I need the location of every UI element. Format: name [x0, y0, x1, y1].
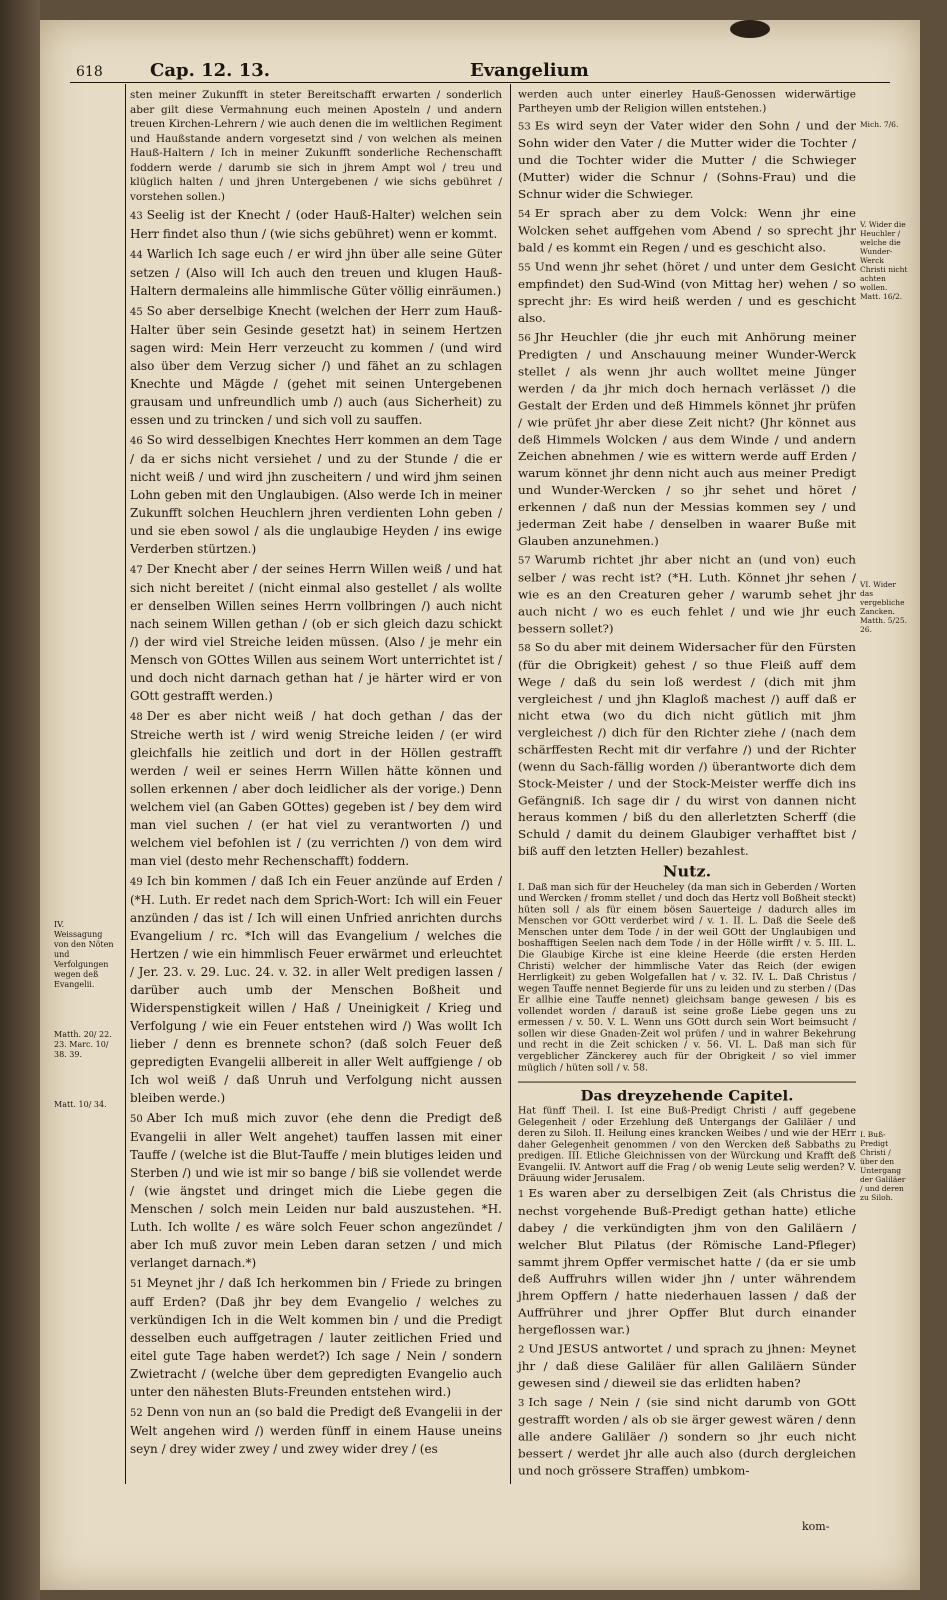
verse — [130, 431, 502, 558]
nutz-heading: Nutz. — [662, 862, 712, 881]
header-rule — [70, 82, 890, 83]
margin-note: V. Wider die Heuchler / welche die Wunder-Werck Christi nicht achten wollen. Matt. 16/2. — [860, 220, 908, 301]
verse-text: Ich bin kommen / daß Ich ein Feuer anzünde auf Erden / (*H. Luth. Er redet nach dem Sprich-Wort: Ich will ein Feuer anzünden / das ist / Ich will einen Unfried anrichten durchs Evangelium / rc. *Ich will das Evangelium / welches die Hertzen / wie ein himmlisch Feuer erwärmet und erleuchtet / Jer. 23. v. 29. Luc. 24. v. 32. in aller Welt predigen lassen / darüber auch umb der Menschen Boßheit und Widerspenstigkeit willen / Haß / Uneinigkeit / Krieg und Verfolgung / wie ein Feuer entstehen wird /) Was wollt Ich lieber / denn es brennete schon? (daß solch Feuer deß gepredigten Evangelii allbereit in aller Welt auffgienge / ob Ich wol weiß / daß Unruh und Verfolgung nicht aussen bleiben werde.) — [130, 874, 502, 1105]
verse-text: Ich sage / Nein / (sie sind nicht darumb von GOtt gestrafft worden / als ob sie ärger gewest wären / denn alle andere Galiläer /) sondern so jhr euch nicht bessert / werdet jhr alle auch also (durch dergleichen und noch grössere Straffen) umbkom- — [518, 1395, 856, 1478]
page-header — [40, 58, 920, 88]
verse-text: Der Knecht aber / der seines Herrn Willen weiß / und hat sich nicht bereitet / (nicht einmal also gestellet / als wollte er denselben Willen seines Herrn vollbringen /) auch nicht nach seinem Willen gethan / (ob er sich gleich dazu schickt /) der wird viel Streiche leiden müssen. (Also / je mehr ein Mensch von GOttes Willen aus seinem Wort unterrichtet ist / und doch nicht darnach gethan hat / je härter wird er von GOtt gestrafft werden.) — [130, 562, 502, 703]
verse — [130, 707, 502, 870]
verse-number: 2 — [518, 1344, 525, 1356]
verse-number: 51 — [130, 1279, 143, 1290]
verse-text: werden auch unter einerley Hauß-Genossen widerwärtige Partheyen umb der Religion willen entstehen.) — [518, 88, 856, 114]
margin-note: Mich. 7/6. — [860, 120, 899, 129]
verse — [130, 206, 502, 243]
verse — [518, 1185, 856, 1338]
book-title: Evangelium — [470, 60, 589, 81]
verse-text: Es waren aber zu derselbigen Zeit (als Christus die nechst vorgehende Buß-Predigt gethan hatte) etliche dabey / die verkündigten jhm von den Galiläern / welcher Blut Pilatus (der Römische Land-Pfleger) sammt jhrem Opffer vermischet hatte / (da er sie umb deß Auffruhrs willen wider jhn / unter währendem jhrem Opffern / hatte niederhauen lassen / daß der Auffrührer und jhrer Opffer Blut durch einander hergeflossen war.) — [518, 1186, 856, 1337]
verse-number: 57 — [518, 556, 531, 567]
verse — [130, 302, 502, 429]
left-column — [130, 88, 502, 1460]
verse-text: Und wenn jhr sehet (höret / und unter dem Gesicht empfindet) den Sud-Wind (von Mittag her) wehen / so sprecht jhr: Es wird heiß werden / und es geschicht also. — [518, 260, 856, 325]
verse-number: 45 — [130, 307, 143, 318]
verse-text: So du aber mit deinem Widersacher für den Fürsten (für die Obrigkeit) gehest / so thue Fleiß auff dem Wege / daß du sein loß werdest / (dich mit jhm vergleichest / und jhn Klagloß machest /) auff daß er nicht etwa (wo du dich nicht gütlich mit jhm vergleichest /) dich für den Richter ziehe / (nach dem schärffesten Recht mit dir verfahre /) und der Richter (wenn du Sach-fällig worden /) überantworte dich dem Stock-Meister / und der Stock-Meister werffe dich ins Gefängniß. Ich sage dir / du wirst von dannen nicht heraus kommen / biß du den allerletzten Scherff (die Schuld / damit du deinem Glaubiger verhafftet bist / biß auff den letzten Heller) bezahlest. — [518, 640, 856, 858]
verse — [518, 1394, 856, 1480]
verse-number: 52 — [130, 1408, 143, 1419]
margin-note: VI. Wider das vergebliche Zancken. Matth. 5/25. 26. — [860, 580, 908, 634]
verse-text: Und JESUS antwortet / und sprach zu jhnen: Meynet jhr / daß diese Galiläer für allen Galiläern Sünder gewesen sind / dieweil sie das erlidten haben? — [518, 1341, 856, 1390]
book-page — [40, 20, 920, 1590]
verse-number: 46 — [130, 436, 143, 447]
verse-number: 56 — [518, 333, 531, 344]
verse — [130, 560, 502, 705]
chapter-13-title: Das dreyzehende Capitel. — [518, 1081, 856, 1102]
margin-note: I. Buß-Predigt Christi / über den Untergang der Galiläer / und deren zu Siloh. — [860, 1130, 906, 1202]
verse — [518, 117, 856, 203]
ink-stain — [730, 20, 770, 38]
page-number: 618 — [76, 64, 103, 80]
verse — [130, 1274, 502, 1401]
verse-number: 58 — [518, 643, 531, 654]
verse-number: 55 — [518, 262, 531, 274]
margin-note: IV. Weissagung von den Nöten und Verfolgungen wegen deß Evangelii. — [54, 920, 114, 989]
verse — [518, 88, 856, 115]
verse — [130, 1403, 502, 1458]
verse-text: Jhr Heuchler (die jhr euch mit Anhörung meiner Predigten / und Anschauung meiner Wunder-Werck stellet / als wenn jhr auch wolltet meine Jünger werden / da jhr mich doch hernach verlässet /) die Gestalt der Erden und deß Himmels könnet jhr prüfen / wie prüfet jhr aber diese Zeit nicht? (Jhr könnet aus deß Himmels Wolcken / aus dem Winde / und andern Zeichen abnehmen / wie es wittern werde auff Erden / warum könnet jhr denn nicht auch aus meiner Predigt und Wunder-Wercken / so jhr sehet und höret / erkennen / daß nun der Messias kommen sey / und jederman Zeit habe / denselben in waarer Buße mit Glauben anzunehmen.) — [518, 330, 856, 548]
verse — [130, 1109, 502, 1272]
verse — [130, 245, 502, 300]
verse-text: Meynet jhr / daß Ich herkommen bin / Friede zu bringen auff Erden? (Daß jhr bey dem Evangelio / welches zu verkündigen Ich in die Welt kommen bin / und die Predigt desselben euch auffgetragen / lauter zeitlichen Fried und eitel gute Tage haben werdet?) Ich sage / Nein / sondern Zwietracht / (welche über dem gepredigten Evangelio auch unter den nähesten Bluts-Freunden entstehen wird.) — [130, 1276, 502, 1399]
verse — [518, 258, 856, 327]
verse-text: Er sprach aber zu dem Volck: Wenn jhr eine Wolcken sehet auffgehen vom Abend / so sprecht jhr bald / es kommt ein Regen / und es geschicht also. — [518, 206, 856, 255]
verse-number: 43 — [130, 211, 143, 222]
verse-text: Es wird seyn der Vater wider den Sohn / und der Sohn wider den Vater / die Mutter wider die Tochter / und die Tochter wider die Mutter / die Schwieger (Mutter) wider die Schnur / (Sohns-Frau) und die Schnur wider die Schwieger. — [518, 119, 856, 201]
verse — [518, 329, 856, 550]
verse-text: Warumb richtet jhr aber nicht an (und von) euch selber / was recht ist? (*H. Luth. Könnet jhr sehen / wie es an den Creaturen geher / warumb sehet jhr auch nicht / wo es euch fehlet / und wie jhr euch bessern sollet?) — [518, 553, 856, 636]
margin-note: Matth. 20/ 22. 23. Marc. 10/ 38. 39. — [54, 1030, 112, 1059]
chapter-13-summary: Hat fünff Theil. I. Ist eine Buß-Predigt Christi / auff gegebene Gelegenheit / oder Erzehlung deß Untergangs der Galiläer / und deren zu Siloh. II. Heilung eines krancken Weibes / und wie der HErr daher Gelegenheit genommen / von den Wercken deß Sabbaths zu predigen. III. Etliche Gleichnissen von der Würckung und Krafft deß Evangelii. IV. Antwort auff die Frag / ob wenig Leute selig werden? V. Dräuung wider Jerusalem. — [518, 1106, 856, 1185]
left-margin-rule — [125, 84, 126, 1484]
verse-number: 49 — [130, 877, 143, 888]
verse-number: 44 — [130, 250, 143, 261]
verse-number: 53 — [518, 121, 531, 133]
verse-number: 50 — [130, 1114, 143, 1125]
verse — [518, 639, 856, 860]
verse-number: 47 — [130, 565, 143, 576]
verse — [518, 551, 856, 637]
verse — [518, 1340, 856, 1392]
verse-number: 1 — [518, 1189, 525, 1201]
verse — [518, 205, 856, 257]
verse-text: Der es aber nicht weiß / hat doch gethan / das der Streiche werth ist / wird wenig Streiche leiden / (er wird gleichfalls hie zeitlich und dort in der Höllen gestrafft werden / weil er seines Herrn Willen hätte können und sollen erkennen / aber doch leidlicher als der vorige.) Denn welchem viel (an Gaben GOttes) gegeben ist / bey dem wird man viel suchen / (er hat viel zu verantworten /) und welchem viel befohlen ist / (zu verrichten /) von dem wird man viel (desto mehr Rechenschafft) foddern. — [130, 709, 502, 868]
nutz-text: I. Daß man sich für der Heucheley (da man sich in Geberden / Worten und Wercken / fromm stellet / und doch das Hertz voll Boßheit steckt) hüten soll / als für einem bösen Sauerteige / dadurch alles im Menschen vor GOtt verderbet wird / v. 1. II. L. Daß die Seele deß Menschen unter dem Tode / in der weil GOtt der Unglaubigen und boshafftigen Seelen nach dem Tode / in der Hölle wirfft / v. 5. III. L. Die Glaubige Kirche ist eine kleine Heerde (die ersten Herden Christi) welcher der himmlische Vater das Reich (der ewigen Herrligkeit) zu geben Wolgefallen hat / v. 32. IV. L. Daß Christus / wegen Tauffe nennet Begierde für uns zu leiden und zu sterben / (Das Er allhie eine Tauffe nennet) gleichsam bange gewesen / bis es vollendet worden / darauß ist seine große Liebe gegen uns zu ermessen / v. 50. V. L. Wenn uns GOtt durch sein Wort beimsucht / sollen wir diese Gnaden-Zeit wol prüfen / und in wahrer Bekehrung und recht in die Zeit schicken / v. 56. VI. L. Daß man sich für vergeblicher Zänckerey auch für der Obrigkeit / so viel immer müglich / hüten soll / v. 58. — [518, 881, 856, 1073]
right-column — [518, 88, 856, 1481]
verse-text: Seelig ist der Knecht / (oder Hauß-Halter) welchen sein Herr findet also thun / (wie sichs gebühret) wenn er kommt. — [130, 208, 502, 241]
verse-number: 3 — [518, 1398, 525, 1409]
left-margin-notes — [54, 920, 114, 1150]
margin-note: Matt. 10/ 34. — [54, 1100, 107, 1109]
column-divider — [510, 84, 511, 1484]
catchword: kom- — [802, 1520, 830, 1533]
verse-text: Warlich Ich sage euch / er wird jhn über alle seine Güter setzen / (Also will Ich auch den treuen und klugen Hauß-Haltern dermaleins alle himmlische Güter völlig einräumen.) — [130, 247, 502, 298]
verse — [130, 872, 502, 1107]
verse-text: So aber derselbige Knecht (welchen der Herr zum Hauß-Halter über sein Gesinde gesetzt hat) in seinem Hertzen sagen wird: Mein Herr verzeucht zu kommen / (und wird also über dem Verzug sicher /) und fähet an zu schlagen Knechte und Mägde / (gehet mit seinen Untergebenen grausam und unfreundlich umb /) auch (aus Sicherheit) zu essen und zu trincken / und sich voll zu sauffen. — [130, 304, 502, 427]
verse-number: 48 — [130, 712, 143, 723]
verse-number: 54 — [518, 209, 531, 220]
verse-text: Denn von nun an (so bald die Predigt deß Evangelii in der Welt angehen wird /) werden fünff in einem Hause uneins seyn / drey wider zwey / und zwey wider drey / (es — [130, 1405, 502, 1456]
verse-text: sten meiner Zukunfft in steter Bereitschafft erwarten / sonderlich aber gilt diese Vermahnung euch meinen Aposteln / und andern treuen Kirchen-Lehrern / wie auch denen die im weltlichen Regiment und Haußstande andern vorgesetzt sind / von welchen als meinen Hauß-Haltern / Ich in meiner Zukunfft sonderliche Rechenschafft foddern werde / darumb sie sich in jhrem Ampt wol / treu und klüglich halten / und jhren Untergebenen / wie sichs gebühret / vorstehen sollen.) — [130, 89, 502, 203]
verse-text: So wird desselbigen Knechtes Herr kommen an dem Tage / da er sichs nicht versiehet / und zu der Stunde / die er nicht weiß / und wird jhn zuscheitern / und wird jhm seinen Lohn geben mit den Unglaubigen. (Also werde Ich in meiner Zukunfft solchen Heuchlern jhren verdienten Lohn geben / und sie eben sowol / als die unglaubige Heyden / ins ewige Verderben stürtzen.) — [130, 433, 502, 556]
book-spine — [0, 0, 40, 1600]
chapter-reference: Cap. 12. 13. — [150, 60, 271, 81]
verse — [130, 88, 502, 204]
verse-text: Aber Ich muß mich zuvor (ehe denn die Predigt deß Evangelii in aller Welt angehet) tauffen lassen mit einer Tauffe / (welche ist die Blut-Tauffe / mein blutiges leiden und Sterben /) und wie ist mir so bange / biß sie vollendet werde / (wie ängstet und dringet mich die Liebe gegen die Menschen / solch mein Leiden nur bald auszustehen. *H. Luth. Ich wollte / es wäre solch Feuer schon angezündet / aber Ich muß zuvor mein Leben daran setzen / und mich verlanget darnach.*) — [130, 1111, 502, 1270]
